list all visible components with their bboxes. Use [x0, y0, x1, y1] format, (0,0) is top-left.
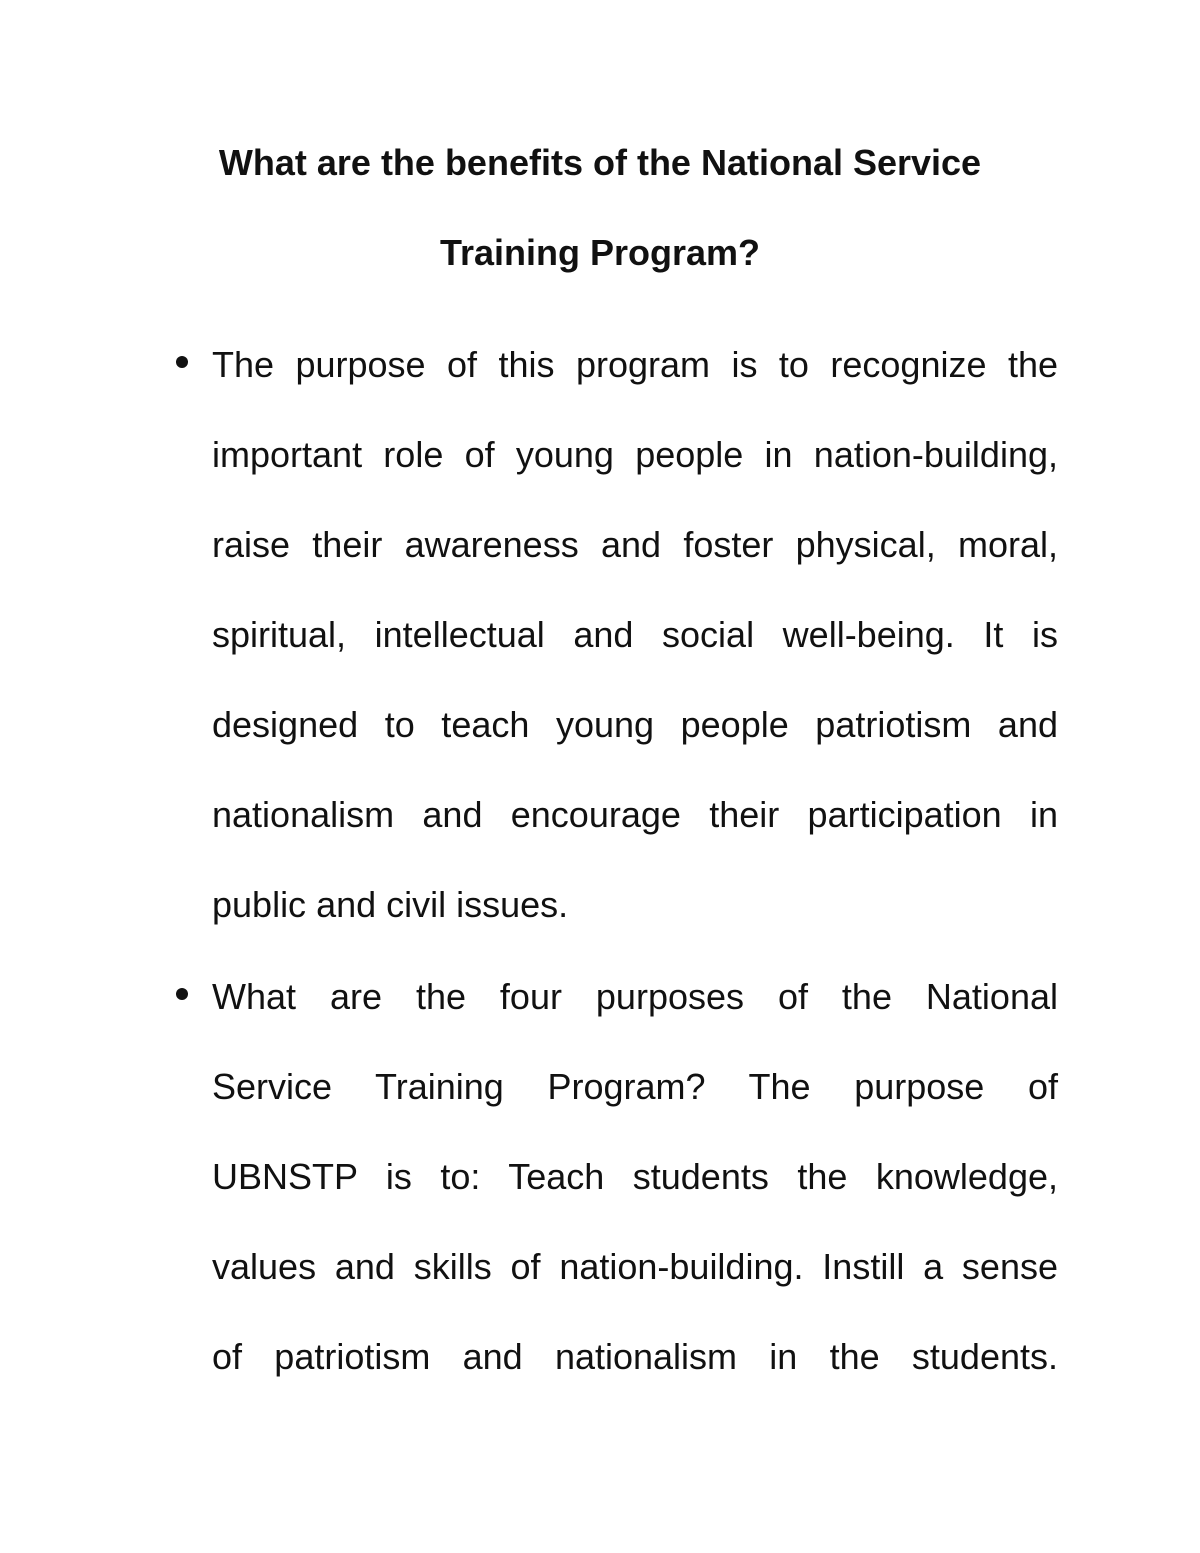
document-title	[140, 118, 1060, 298]
list-item	[212, 952, 1058, 1402]
list-item	[212, 320, 1058, 950]
title-line: What are the benefits of the National Service	[218, 142, 982, 183]
bullet-icon	[176, 988, 188, 1000]
paragraph-line: public and civil issues.	[212, 884, 569, 925]
paragraph-line: nationalism and encourage their participation in	[212, 794, 1058, 835]
paragraph-line: values and skills of nation-building. Instill a sense	[212, 1246, 1058, 1287]
paragraph-line: raise their awareness and foster physical, moral,	[212, 524, 1058, 565]
paragraph-line: Service Training Program? The purpose of	[212, 1066, 1058, 1107]
bullet-icon	[176, 356, 188, 368]
title-line: Training Program?	[439, 232, 761, 273]
paragraph-line: important role of young people in nation-building,	[212, 434, 1058, 475]
paragraph-line: UBNSTP is to: Teach students the knowledge,	[212, 1156, 1058, 1197]
paragraph-line: What are the four purposes of the National	[212, 976, 1058, 1017]
paragraph-line: spiritual, intellectual and social well-being. It is	[212, 614, 1058, 655]
paragraph-line: The purpose of this program is to recognize the	[212, 344, 1058, 385]
paragraph-line: of patriotism and nationalism in the students.	[212, 1336, 1058, 1377]
paragraph-line: designed to teach young people patriotism and	[212, 704, 1058, 745]
